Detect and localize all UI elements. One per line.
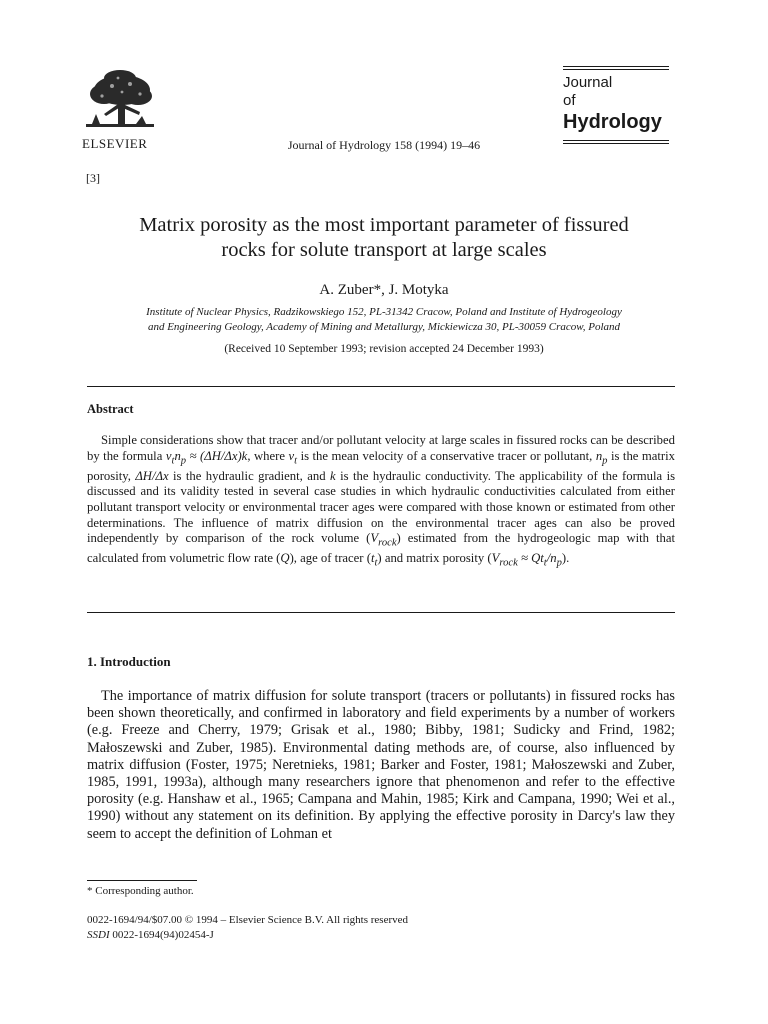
ssdi-value: 0022-1694(94)02454-J bbox=[112, 929, 214, 941]
publisher-name: ELSEVIER bbox=[82, 136, 148, 151]
title-line-2: rocks for solute transport at large scales bbox=[221, 239, 547, 261]
elsevier-tree-logo-icon bbox=[82, 70, 158, 132]
introduction-body: The importance of matrix diffusion for solute transport (tracers or pollutants) in fissured rocks has been shown theoretically, and confirmed in laboratory and field experiments by a number of workers (e.g. Freeze and Cherry, 1979; Grisak et al., 1980; Bibby, 1981; Sudicky and Frind, 1982; Małoszewski and Zuber, 1985). Environmental dating methods are, of course, also influenced by matrix diffusion (Foster, 1975; Neretnieks, 1981; Barker and Foster, 1981; Małoszewski and Zuber, 1985, 1991, 1993a), although many researchers ignore that phenomenon and refer to the effective porosity (e.g. Hanshaw et al., 1965; Campana and Mahin, 1985; Kirk and Campana, 1990; Wei et al., 1990) without any statement on its definition. By applying the effective porosity in Darcy's law they seem to accept the definition of Lohman et bbox=[87, 688, 675, 842]
introduction-heading: 1. Introduction bbox=[87, 654, 171, 669]
divider-bottom bbox=[87, 612, 675, 613]
copyright-line: 0022-1694/94/$07.00 © 1994 – Elsevier Science B.V. All rights reserved bbox=[87, 914, 408, 926]
journal-brand-line1: Journal bbox=[563, 74, 613, 91]
journal-brand bbox=[563, 66, 669, 144]
ssdi-line bbox=[87, 928, 408, 943]
abstract-body: Simple considerations show that tracer and/or pollutant velocity at large scales in fissured rocks can be described by the formula $v_tn_p \approx (\Delta H/\Delta x)k$, where $v_t$ is the mean velocity of a conservative tracer or pollutant, $n_p$ is the matrix porosity, ΔH/Δx is the hydraulic gradient, and k is the hydraulic conductivity. The applicability of the formula is discussed and its validity tested in several case studies in which hydraulic conductivities calculated from either pollutant transport velocity or environmental tracer ages were compared with those known or estimated from other determinations. The influence of matrix diffusion on the environmental tracer ages can also be proved independently by comparison of the rock volume $(V_{rock})$ estimated from the hydrogeologic map with that calculated from volumetric flow rate (Q), age of tracer $(t_t)$ and matrix porosity $(V_{rock} \approx Qt_t/n_p)$. bbox=[87, 433, 676, 569]
article-title bbox=[60, 213, 708, 263]
authors: A. Zuber*, J. Motyka bbox=[319, 282, 449, 298]
journal-brand-line2: of bbox=[563, 92, 576, 109]
title-line-1: Matrix porosity as the most important parameter of fissured bbox=[139, 214, 629, 236]
affiliation bbox=[70, 305, 698, 335]
affiliation-line-1: Institute of Nuclear Physics, Radzikowskiego 152, PL-31342 Cracow, Poland and Institute of Hydrogeology bbox=[146, 306, 622, 318]
received-dates: (Received 10 September 1993; revision accepted 24 December 1993) bbox=[224, 343, 544, 355]
journal-brand-line3: Hydrology bbox=[563, 111, 662, 133]
ssdi-label: SSDI bbox=[87, 929, 110, 941]
footnote-rule bbox=[87, 880, 197, 881]
reference-number: [3] bbox=[86, 171, 100, 185]
journal-citation: Journal of Hydrology 158 (1994) 19–46 bbox=[287, 138, 481, 152]
abstract-heading: Abstract bbox=[87, 402, 134, 416]
affiliation-line-2: and Engineering Geology, Academy of Mining and Metallurgy, Mickiewicza 30, PL-30059 Cracow, Poland bbox=[147, 321, 621, 333]
divider-top bbox=[87, 386, 675, 387]
footnote: * Corresponding author. bbox=[87, 885, 194, 897]
copyright-block bbox=[87, 913, 408, 943]
